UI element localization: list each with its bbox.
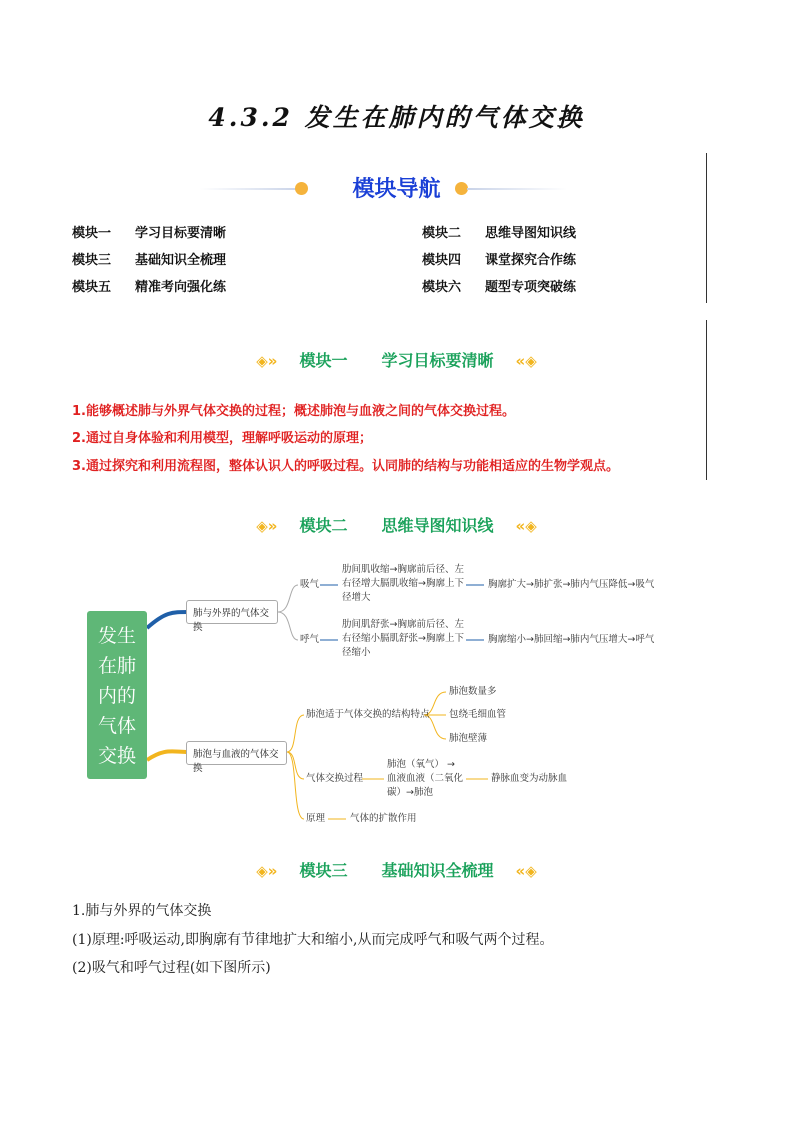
mindmap-exhale: 呼气 xyxy=(300,634,320,645)
mindmap-principle: 原理 xyxy=(306,813,326,824)
nav-item-6[interactable]: 模块六 题型专项突破练 xyxy=(422,280,577,295)
mindmap-exhale-detail: 肋间肌舒张→胸廓前后径、左 右径缩小膈肌舒张→胸廓上下 径缩小 xyxy=(342,619,464,658)
nav-item-1[interactable]: 模块一 学习目标要清晰 xyxy=(72,226,227,241)
mindmap-process: 气体交换过程 xyxy=(306,773,364,784)
goal-2: 2.通过自身体验和利用模型，理解呼吸运动的原理； xyxy=(72,431,372,446)
mindmap-inhale-detail: 肋间肌收缩→胸廓前后径、左 右径增大膈肌收缩→胸廓上下 径增大 xyxy=(342,564,464,603)
mindmap-process-result: 静脉血变为动脉血 xyxy=(491,773,568,784)
module2-heading: ◈» 模块二 思维导图知识线 «◈ xyxy=(256,516,537,535)
nav-item-3[interactable]: 模块三 基础知识全梳理 xyxy=(72,253,227,268)
page-title: 4.3.2 发生在肺内的气体交换 xyxy=(208,103,585,132)
diamond-icon: ◈» xyxy=(256,862,278,880)
mindmap-branch-alveoli-blood: 肺泡与血液的气体交换 xyxy=(186,741,287,765)
mindmap-branch-lung-external: 肺与外界的气体交换 xyxy=(186,600,278,624)
nav-item-2[interactable]: 模块二 思维导图知识线 xyxy=(422,226,577,241)
diamond-icon: «◈ xyxy=(515,862,537,880)
goal-1: 1.能够概述肺与外界气体交换的过程；概述肺泡与血液之间的气体交换过程。 xyxy=(72,404,515,419)
diamond-icon: «◈ xyxy=(515,517,537,535)
diamond-icon: «◈ xyxy=(515,352,537,370)
mindmap-structure: 肺泡适于气体交换的结构特点 xyxy=(306,709,430,720)
content-line-1: 1.肺与外界的气体交换 xyxy=(72,903,212,919)
mindmap-feature-3: 肺泡壁薄 xyxy=(449,733,488,744)
mindmap-process-detail: 肺泡（氧气） → 血液血液（二氧化 碳）→肺泡 xyxy=(387,759,464,798)
nav-heading: 模块导航 xyxy=(352,177,441,202)
diamond-icon: ◈» xyxy=(256,517,278,535)
mindmap-root: 发生 在肺 内的 气体 交换 xyxy=(87,611,147,779)
content-line-3: (2)吸气和呼气过程(如下图所示) xyxy=(72,960,271,976)
mindmap-principle-detail: 气体的扩散作用 xyxy=(350,813,417,824)
mindmap-inhale: 吸气 xyxy=(300,579,320,590)
content-line-2: (1)原理:呼吸运动,即胸廓有节律地扩大和缩小,从而完成呼气和吸气两个过程。 xyxy=(72,932,554,948)
mindmap-inhale-result: 胸廓扩大→肺扩张→肺内气压降低→吸气 xyxy=(488,579,655,590)
module3-heading: ◈» 模块三 基础知识全梳理 «◈ xyxy=(256,861,537,880)
module1-heading: ◈» 模块一 学习目标要清晰 «◈ xyxy=(256,351,537,370)
mindmap-feature-1: 肺泡数量多 xyxy=(449,686,497,697)
nav-item-4[interactable]: 模块四 课堂探究合作练 xyxy=(422,253,577,268)
mindmap-exhale-result: 胸廓缩小→肺回缩→肺内气压增大→呼气 xyxy=(488,634,655,645)
mindmap-feature-2: 包绕毛细血管 xyxy=(449,709,507,720)
nav-item-5[interactable]: 模块五 精准考向强化练 xyxy=(72,280,227,295)
goal-3: 3.通过探究和利用流程图，整体认识人的呼吸过程。认同肺的结构与功能相适应的生物学观点。 xyxy=(72,459,619,474)
diamond-icon: ◈» xyxy=(256,352,278,370)
